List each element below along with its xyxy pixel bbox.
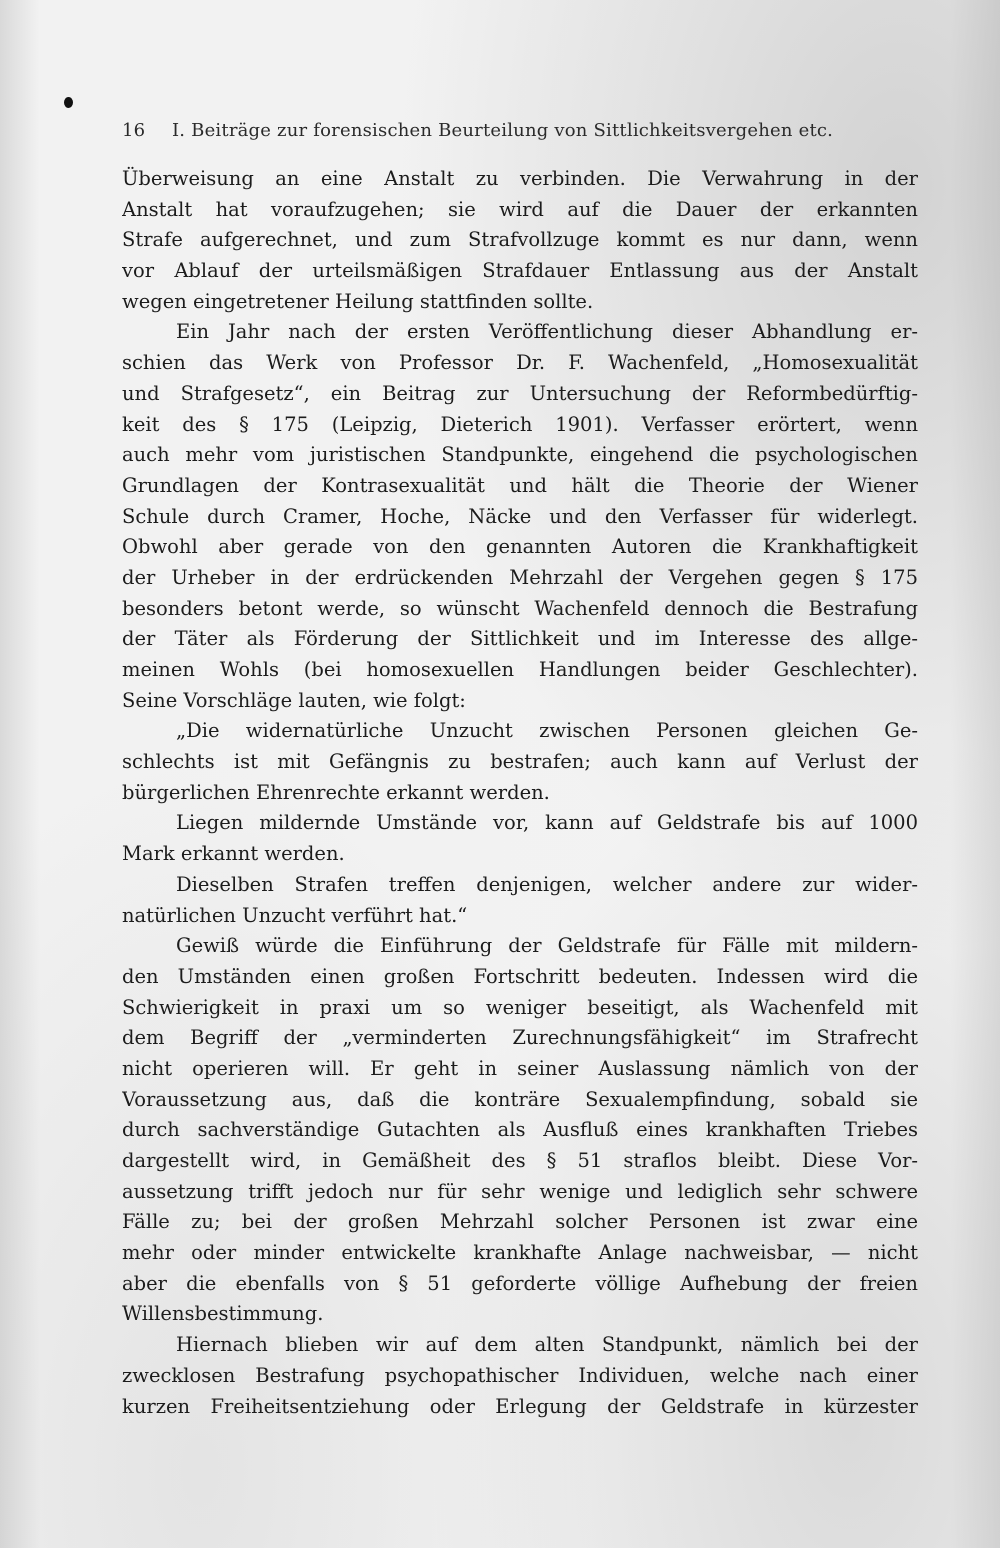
text-line: und Strafgesetz“, ein Beitrag zur Untersuchung der Reformbedürftig- [122,381,918,405]
text-line: Liegen mildernde Umstände vor, kann auf Geldstrafe bis auf 1000 [176,811,918,835]
text-line: Voraussetzung aus, daß die konträre Sexualempfindung, sobald sie [122,1087,918,1111]
text-line: Seine Vorschläge lauten, wie folgt: [122,688,466,712]
text-line: keit des § 175 (Leipzig, Dieterich 1901). Verfasser erörtert, wenn [122,412,918,436]
page-number: 16 [122,120,146,141]
text-line: Gewiß würde die Einführung der Geldstrafe für Fälle mit mildern- [176,934,918,958]
text-line: Ein Jahr nach der ersten Veröffentlichung dieser Abhandlung er- [176,320,918,344]
ink-dot [64,97,73,108]
text-line: „Die widernatürliche Unzucht zwischen Personen gleichen Ge- [176,719,918,743]
text-line: mehr oder minder entwickelte krankhafte Anlage nachweisbar, — nicht [122,1241,918,1265]
text-line: schien das Werk von Professor Dr. F. Wachenfeld, „Homosexualität [122,351,918,375]
text-line: dem Begriff der „verminderten Zurechnungsfähigkeit“ im Strafrecht [122,1026,918,1050]
running-header [122,116,922,146]
text-line: Grundlagen der Kontrasexualität und hält die Theorie der Wiener [122,473,918,497]
text-line: Willensbestimmung. [122,1302,324,1326]
text-line: dargestellt wird, in Gemäßheit des § 51 straflos bleibt. Diese Vor- [122,1149,918,1172]
text-line: durch sachverständige Gutachten als Ausfluß eines krankhaften Triebes [122,1118,918,1142]
running-title: I. Beiträge zur forensischen Beurteilung von Sittlichkeitsvergehen etc. [172,120,834,141]
text-line: schlechts ist mit Gefängnis zu bestrafen; auch kann auf Verlust der [122,750,918,774]
text-line: Schule durch Cramer, Hoche, Näcke und den Verfasser für widerlegt. [122,504,918,528]
text-line: meinen Wohls (bei homosexuellen Handlungen beider Geschlechter). [122,658,918,681]
text-line: nicht operieren will. Er geht in seiner Auslassung nämlich von der [122,1056,918,1080]
text-line: auch mehr vom juristischen Standpunkte, eingehend die psychologischen [122,443,918,467]
body-text [122,164,918,1422]
text-line: Obwohl aber gerade von den genannten Autoren die Krankhaftigkeit [122,535,918,559]
text-line: kurzen Freiheitsentziehung oder Erlegung der Geldstrafe in kürzester [122,1394,918,1418]
text-line: Strafe aufgerechnet, und zum Strafvollzuge kommt es nur dann, wenn [122,228,918,252]
text-line: Fälle zu; bei der großen Mehrzahl solcher Personen ist zwar eine [122,1210,918,1234]
text-line: Mark erkannt werden. [122,842,345,866]
text-line: zwecklosen Bestrafung psychopathischer Individuen, welche nach einer [122,1363,918,1387]
text-line: Hiernach blieben wir auf dem alten Standpunkt, nämlich bei der [176,1333,918,1357]
text-line: bürgerlichen Ehrenrechte erkannt werden. [122,780,550,804]
text-line: Dieselben Strafen treffen denjenigen, welcher andere zur wider- [176,872,918,896]
text-line: besonders betont werde, so wünscht Wachenfeld dennoch die Bestrafung [122,596,918,620]
text-line: der Urheber in der erdrückenden Mehrzahl der Vergehen gegen § 175 [122,565,918,589]
text-line: aber die ebenfalls von § 51 geforderte völlige Aufhebung der freien [122,1271,918,1295]
text-line: der Täter als Förderung der Sittlichkeit und im Interesse des allge- [122,627,918,651]
text-line: vor Ablauf der urteilsmäßigen Strafdauer Entlassung aus der Anstalt [122,259,918,283]
text-line: Anstalt hat voraufzugehen; sie wird auf die Dauer der erkannten [122,197,918,221]
text-line: natürlichen Unzucht verführt hat.“ [122,903,468,927]
text-line: Überweisung an eine Anstalt zu verbinden. Die Verwahrung in der [122,167,918,190]
text-line: wegen eingetretener Heilung stattfinden sollte. [122,289,594,313]
text-line: Schwierigkeit in praxi um so weniger beseitigt, als Wachenfeld mit [122,995,918,1019]
text-line: aussetzung trifft jedoch nur für sehr wenige und lediglich sehr schwere [122,1179,918,1203]
text-line: den Umständen einen großen Fortschritt bedeuten. Indessen wird die [122,964,918,988]
